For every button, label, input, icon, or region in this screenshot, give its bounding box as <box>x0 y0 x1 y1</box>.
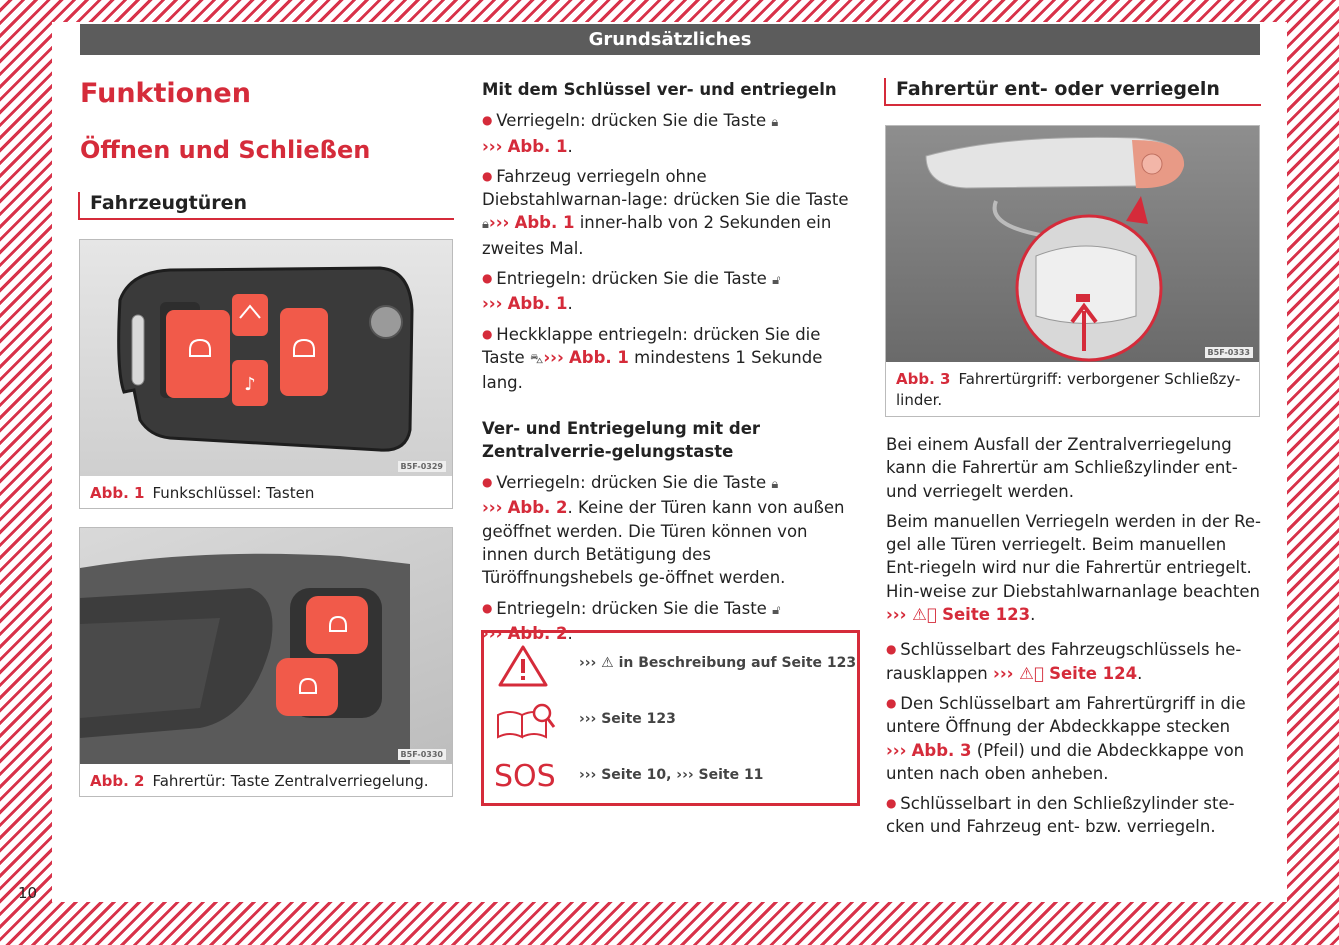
reference-row <box>484 637 857 693</box>
door-panel-illustration <box>80 528 452 764</box>
page-title: Funktionen <box>80 78 251 109</box>
lock-icon: 🔒︎ <box>771 477 779 493</box>
reference-row <box>484 693 857 749</box>
reference-link[interactable]: ››› ⚠ in Beschreibung auf Seite 123 <box>579 655 857 671</box>
door-handle-icon <box>886 126 1259 362</box>
figure-code: B5F-0330 <box>398 749 446 760</box>
list-item: ● Verriegeln: drücken Sie die Taste 🔒︎ ››› Abb. 1. <box>482 109 857 158</box>
reference-link[interactable]: ››› Seite 123 <box>579 711 676 727</box>
figure-1 <box>79 239 453 509</box>
key-fob-icon <box>80 240 452 476</box>
right-column <box>886 433 1261 846</box>
figure-link[interactable]: Abb. 1 <box>514 213 575 233</box>
unlock-icon: 🔓︎ <box>772 602 781 618</box>
figure-3 <box>885 125 1260 417</box>
figure-code: B5F-0333 <box>1205 347 1253 358</box>
svg-text:♪: ♪ <box>244 374 256 395</box>
figure-link[interactable]: Abb. 1 <box>507 136 568 156</box>
figure-code: B5F-0329 <box>398 461 446 472</box>
subheading-central-lock: Ver- und Entriegelung mit der Zentralverrie-gelungstaste <box>482 418 761 461</box>
figure-caption: Abb. 3 Fahrertürgriff: verborgener Schließzy-linder. <box>896 370 1241 409</box>
lock-icon: 🔒︎ <box>771 115 779 131</box>
list-item: ● Entriegeln: drücken Sie die Taste 🔓︎ ››› Abb. 2. <box>482 597 857 646</box>
section-title: Öffnen und Schließen <box>80 136 371 164</box>
paragraph: Beim manuellen Verriegeln werden in der Re-gel alle Türen verriegelt. Beim manuellen Ent-riegeln wird nur die Fahrertür entriegelt. Hin-weise zur Diebstahlwarnanlage beachten ››› ⚠⃝ Seite 123. <box>886 511 1261 625</box>
figure-caption: Abb. 2 Fahrertür: Taste Zentralverriegelung. <box>90 772 429 790</box>
figure-caption: Abb. 1 Funkschlüssel: Tasten <box>90 484 315 502</box>
figure-link[interactable]: Abb. 1 <box>507 294 568 314</box>
list-item: ● Schlüsselbart in den Schließzylinder ste-cken und Fahrzeug ent- bzw. verriegeln. <box>886 792 1261 839</box>
subsection-heading: Fahrertür ent- oder verriegeln <box>884 78 1261 106</box>
figure-link[interactable]: Abb. 2 <box>507 623 568 643</box>
key-fob-illustration <box>80 240 452 476</box>
middle-column <box>482 78 857 652</box>
lock-icon: 🔒︎ <box>482 217 489 233</box>
list-item: ● Den Schlüsselbart am Fahrertürgriff in die untere Öffnung der Abdeckkappe stecken ››› Abb. 3 (Pfeil) und die Abdeckkappe von unten nach oben anheben. <box>886 692 1261 785</box>
page-link[interactable]: Seite 123 <box>942 605 1031 625</box>
list-item: ● Verriegeln: drücken Sie die Taste 🔒︎ ››› Abb. 2. Keine der Türen kann von außen geöffnet werden. Die Türen können von innen durch Betätigung des Türöffnungshebels ge-öffnet werden. <box>482 471 857 589</box>
book-search-icon <box>494 699 560 743</box>
page-link[interactable]: Seite 124 <box>1049 663 1138 683</box>
car-trunk-icon: ⛍ <box>529 351 544 367</box>
reference-row <box>484 749 857 805</box>
figure-2 <box>79 527 453 797</box>
list-item: ● Schlüsselbart des Fahrzeugschlüssels he-rausklappen ››› ⚠⃝ Seite 124. <box>886 638 1261 685</box>
subsection-heading: Fahrzeugtüren <box>78 192 454 220</box>
page-number: 10 <box>18 884 38 902</box>
reference-box <box>481 630 860 806</box>
list-item: ● Fahrzeug verriegeln ohne Diebstahlwarnan-lage: drücken Sie die Taste 🔒︎››› Abb. 1 inner-halb von 2 Sekunden ein zweites Mal. <box>482 165 857 260</box>
figure-link[interactable]: Abb. 2 <box>507 498 568 518</box>
door-handle-icon <box>80 528 452 764</box>
paragraph: Bei einem Ausfall der Zentralverriegelung kann die Fahrertür am Schließzylinder ent- und verriegelt werden. <box>886 435 1238 501</box>
figure-link[interactable]: Abb. 3 <box>911 740 972 760</box>
reference-link[interactable]: ››› Seite 10, ››› Seite 11 <box>579 767 764 783</box>
unlock-icon: 🔓︎ <box>772 273 781 289</box>
list-item: ● Entriegeln: drücken Sie die Taste 🔓︎ ››› Abb. 1. <box>482 267 857 316</box>
subheading-key-lock: Mit dem Schlüssel ver- und entriegeln <box>482 80 837 99</box>
warning-triangle-icon <box>494 643 560 687</box>
figure-link[interactable]: Abb. 1 <box>569 347 629 367</box>
section-header: Grundsätzliches <box>80 24 1260 55</box>
sos-icon: SOS <box>494 759 556 794</box>
list-item: ● Heckklappe entriegeln: drücken Sie die Taste ⛍››› Abb. 1 mindestens 1 Sekunde lang. <box>482 323 857 395</box>
door-handle-cylinder-illustration <box>886 126 1259 362</box>
